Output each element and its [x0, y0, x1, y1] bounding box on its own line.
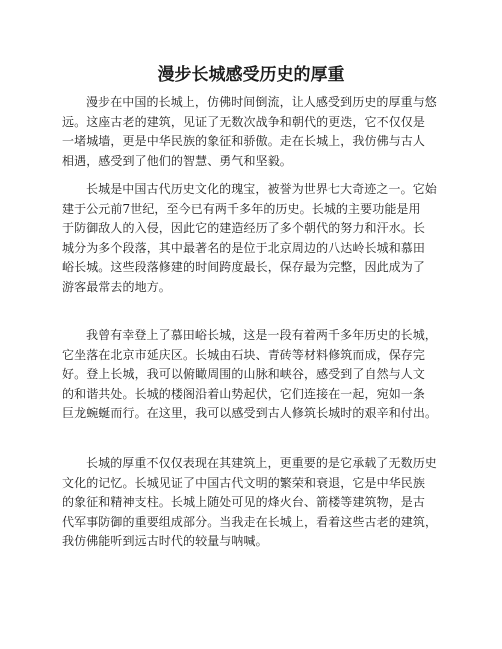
- paragraph-line: 我仿佛能听到远古时代的较量与呐喊。: [62, 534, 268, 548]
- paragraph-line: 好。登上长城，我可以俯瞰周围的山脉和峡谷，感受到了自然与人文: [62, 367, 426, 381]
- paragraph-line: 长城的厚重不仅仅表现在其建筑上，更重要的是它承载了无数历史: [86, 456, 437, 470]
- document-title: 漫步长城感受历史的厚重: [157, 65, 345, 85]
- paragraph-1: [62, 93, 447, 171]
- paragraph-line: 游客最常去的地方。: [62, 279, 171, 294]
- paragraph-3: [62, 326, 447, 424]
- paragraph-2: [62, 180, 447, 297]
- paragraph-line: 长城是中国古代历史文化的瑰宝，被誉为世界七大奇迹之一。它始: [86, 182, 437, 196]
- paragraph-line: 于防御敌人的入侵，因此它的建造经历了多个朝代的努力和汗水。长: [62, 221, 426, 235]
- paragraph-4: [62, 454, 447, 552]
- paragraph-line: 远。这座古老的建筑，见证了无数次战争和朝代的更迭，它不仅仅是: [62, 114, 426, 129]
- paragraph-line: 建于公元前7世纪，至今已有两千多年的历史。长城的主要功能是用: [62, 201, 421, 216]
- paragraph-line: 的和谐共处。长城的楼阁沿着山势起伏，它们连接在一起，宛如一条: [62, 386, 426, 401]
- paragraph-line: 一堵城墙，更是中华民族的象征和骄傲。走在长城上，我仿佛与古人: [62, 134, 426, 148]
- paragraph-line: 相遇，感受到了他们的智慧、勇气和坚毅。: [62, 153, 292, 168]
- paragraph-line: 的象征和精神支柱。长城上随处可见的烽火台、箭楼等建筑物，是古: [62, 495, 426, 509]
- paragraph-line: 巨龙蜿蜒而行。在这里，我可以感受到古人修筑长城时的艰辛和付出。: [62, 406, 438, 420]
- paragraph-line: 代军事防御的重要组成部分。当我走在长城上，看着这些古老的建筑，: [62, 514, 438, 529]
- paragraph-line: 漫步在中国的长城上，仿佛时间倒流，让人感受到历史的厚重与悠: [86, 95, 437, 109]
- paragraph-line: 我曾有幸登上了慕田峪长城，这是一段有着两千多年历史的长城，: [86, 328, 437, 342]
- paragraph-line: 它坐落在北京市延庆区。长城由石块、青砖等材料修筑而成，保存完: [62, 347, 426, 362]
- paragraph-line: 文化的记忆。长城见证了中国古代文明的繁荣和衰退，它是中华民族: [62, 475, 426, 490]
- paragraph-line: 峪长城。这些段落修建的时间跨度最长，保存最为完整，因此成为了: [62, 260, 426, 274]
- paragraph-line: 城分为多个段落，其中最著名的是位于北京周边的八达岭长城和慕田: [62, 240, 426, 255]
